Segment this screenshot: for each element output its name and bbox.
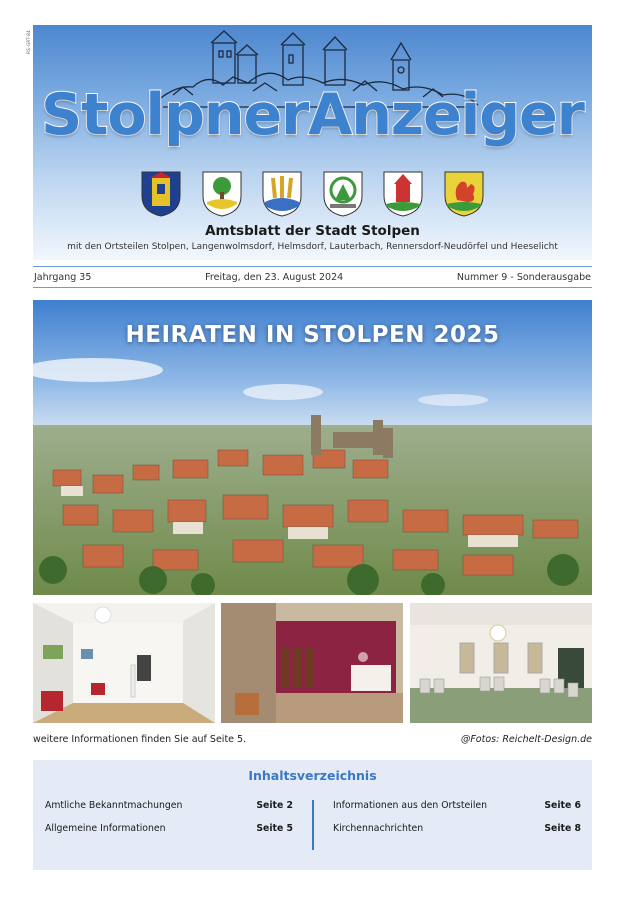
coat-of-arms-langenwolmsdorf-icon [201,170,243,218]
toc-entry-label: Allgemeine Informationen [45,823,166,834]
hero-headline: HEIRATEN IN STOLPEN 2025 [125,322,500,348]
official-gazette-subtitle: Amtsblatt der Stadt Stolpen [205,223,420,239]
newspaper-title: StolpnerAnzeiger [41,82,584,148]
coat-of-arms-stolpen-icon [140,170,182,218]
more-info-caption: weitere Informationen finden Sie auf Seite 5. [33,734,247,745]
toc-entry[interactable] [45,823,293,834]
toc-entry-page: Seite 5 [256,823,293,834]
masthead [33,25,592,260]
toc-entry-page: Seite 8 [544,823,581,834]
toc-entry-page: Seite 2 [256,800,293,811]
coat-of-arms-lauterbach-icon [322,170,364,218]
toc-entry[interactable] [45,800,293,811]
photo-historic-wedding-room [221,603,403,723]
coat-of-arms-heeselicht-icon [443,170,485,218]
toc-entry-label: Kirchennachrichten [333,823,424,834]
photo-credit: @Fotos: Reichelt-Design.de [460,734,592,745]
toc-entry-label: Amtliche Bekanntmachungen [45,800,183,811]
photo-chandelier-hall [410,603,592,723]
districts-line: mit den Ortsteilen Stolpen, Langenwolmsdorf, Helmsdorf, Lauterbach, Rennersdorf-Neudörfel und Heeselicht [67,242,558,252]
hero-aerial-photo [33,300,592,595]
table-of-contents [33,760,592,870]
issue-date: Freitag, den 23. August 2024 [205,271,344,283]
toc-divider [312,800,314,850]
coat-of-arms-rennersdorf-icon [382,170,424,218]
toc-entry-label: Informationen aus den Ortsteilen [333,800,488,811]
side-code: RS-GRT-84 [26,30,31,54]
coat-of-arms-helmsdorf-icon [261,170,303,218]
issue-number: Nummer 9 - Sonderausgabe [456,271,591,283]
toc-entry-page: Seite 6 [544,800,581,811]
photo-modern-wedding-room [33,603,215,723]
issue-info-bar [33,266,592,288]
toc-entry[interactable] [333,823,581,834]
volume-label: Jahrgang 35 [34,271,92,283]
toc-entry[interactable] [333,800,581,811]
coats-of-arms-row [140,170,485,220]
toc-title: Inhaltsverzeichnis [248,768,377,783]
